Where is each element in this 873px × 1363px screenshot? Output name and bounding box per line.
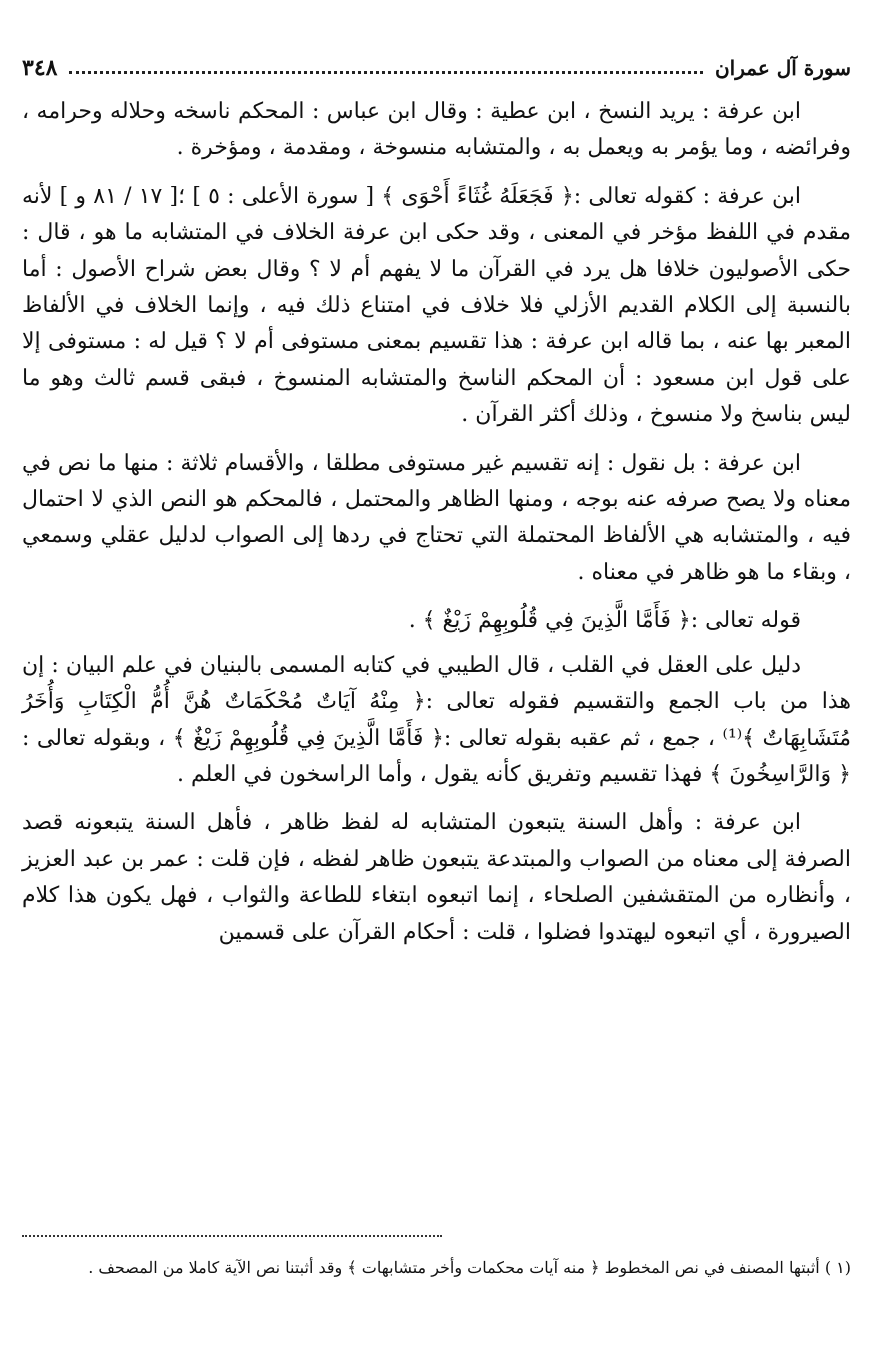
paragraph-1: ابن عرفة : يريد النسخ ، ابن عطية : وقال ابن عباس : المحكم ناسخه وحلاله وحرامه ، وفرائضه ، وما يؤمر به ويعمل به ، والمتشابه منسوخة ، ومقدمة ، ومؤخرة . (22, 99, 851, 161)
paragraph-3: ابن عرفة : بل نقول : إنه تقسيم غير مستوفى مطلقا ، والأقسام ثلاثة : منها ما نص في معناه ولا يصح صرفه عنه بوجه ، ومنها الظاهر والمحتمل ، فالمحكم هو النص الذي لا احتمال فيه ، والمتشابه هي الألفاظ المحتملة التي تحتاج في ردها إلى الصواب لدليل عقلي وسمعي ، وبقاء ما هو ظاهر في معناه . (22, 450, 851, 585)
header-dotted-rule (69, 71, 703, 74)
page-number: ٣٤٨ (22, 55, 58, 81)
footnote-separator (22, 1235, 442, 1237)
paragraph-5: دليل على العقل في القلب ، قال الطيبي في كتابه المسمى بالبنيان في علم البيان : إن هذا من باب الجمع والتقسيم فقوله تعالى :﴿ مِنْهُ آيَاتٌ مُحْكَمَاتٌ هُنَّ أُمُّ الْكِتَابِ وَأُخَرُ مُتَشَابِهَاتٌ ﴾⁽¹⁾ ، جمع ، ثم عقبه بقوله تعالى :﴿ فَأَمَّا الَّذِينَ فِي قُلُوبِهِمْ زَيْغٌ ﴾ ، وبقوله تعالى :﴿ وَالرَّاسِخُونَ ﴾ فهذا تقسيم وتفريق كأنه يقول ، وأما الراسخون في العلم . (22, 652, 851, 787)
paragraph-4: قوله تعالى :﴿ فَأَمَّا الَّذِينَ فِي قُلُوبِهِمْ زَيْغٌ ﴾ . (408, 608, 801, 634)
paragraph-2: ابن عرفة : كقوله تعالى :﴿ فَجَعَلَهُ غُثَاءً أَحْوَى ﴾ [ سورة الأعلى : ٥ ] ؛[ ١٧ / ٨١ و ] لأنه مقدم في اللفظ مؤخر في المعنى ، وقد حكى ابن عرفة الخلاف في المتشابه ما هو ، قال : حكى الأصوليون خلافا هل يرد في القرآن ما لا يفهم أم لا ؟ وقال بعض شراح الأصول : أما بالنسبة إلى الكلام القديم الأزلي فلا خلاف في امتناع ذلك فيه ، وإنما الخلاف في الألفاظ المعبر بها عنه ، بما قاله ابن عرفة : هذا تقسيم بمعنى مستوفى أم لا ؟ قيل له : مستوفى إلا على قول ابن مسعود : أن المحكم الناسخ والمتشابه المنسوخ ، فبقى قسم ثالث وهو ما ليس بناسخ ولا منسوخ ، وذلك أكثر القرآن . (22, 183, 851, 428)
footnote-text: (١ ) أثبتها المصنف في نص المخطوط ﴿ منه آيات محكمات وأخر متشابهات ﴾ وقد أثبتنا نص الآية كاملا من المصحف . (88, 1258, 851, 1277)
page-header (22, 48, 851, 88)
running-title: سورة آل عمران (714, 56, 851, 80)
footnote (22, 1250, 851, 1286)
main-text (22, 94, 851, 963)
paragraph-6: ابن عرفة : وأهل السنة يتبعون المتشابه له لفظ ظاهر ، فأهل السنة يتبعونه قصد الصرفة إلى معناه من الصواب والمبتدعة يتبعون ظاهر لفظه ، فإن قلت : عمر بن عبد العزيز ، وأنظاره من المتقشفين الصلحاء ، إنما اتبعوه ابتغاء للطاعة والثواب ، فهل يكون هذا كلام الصيرورة ، أي اتبعوه ليهتدوا فضلوا ، قلت : أحكام القرآن على قسمين (22, 810, 851, 945)
